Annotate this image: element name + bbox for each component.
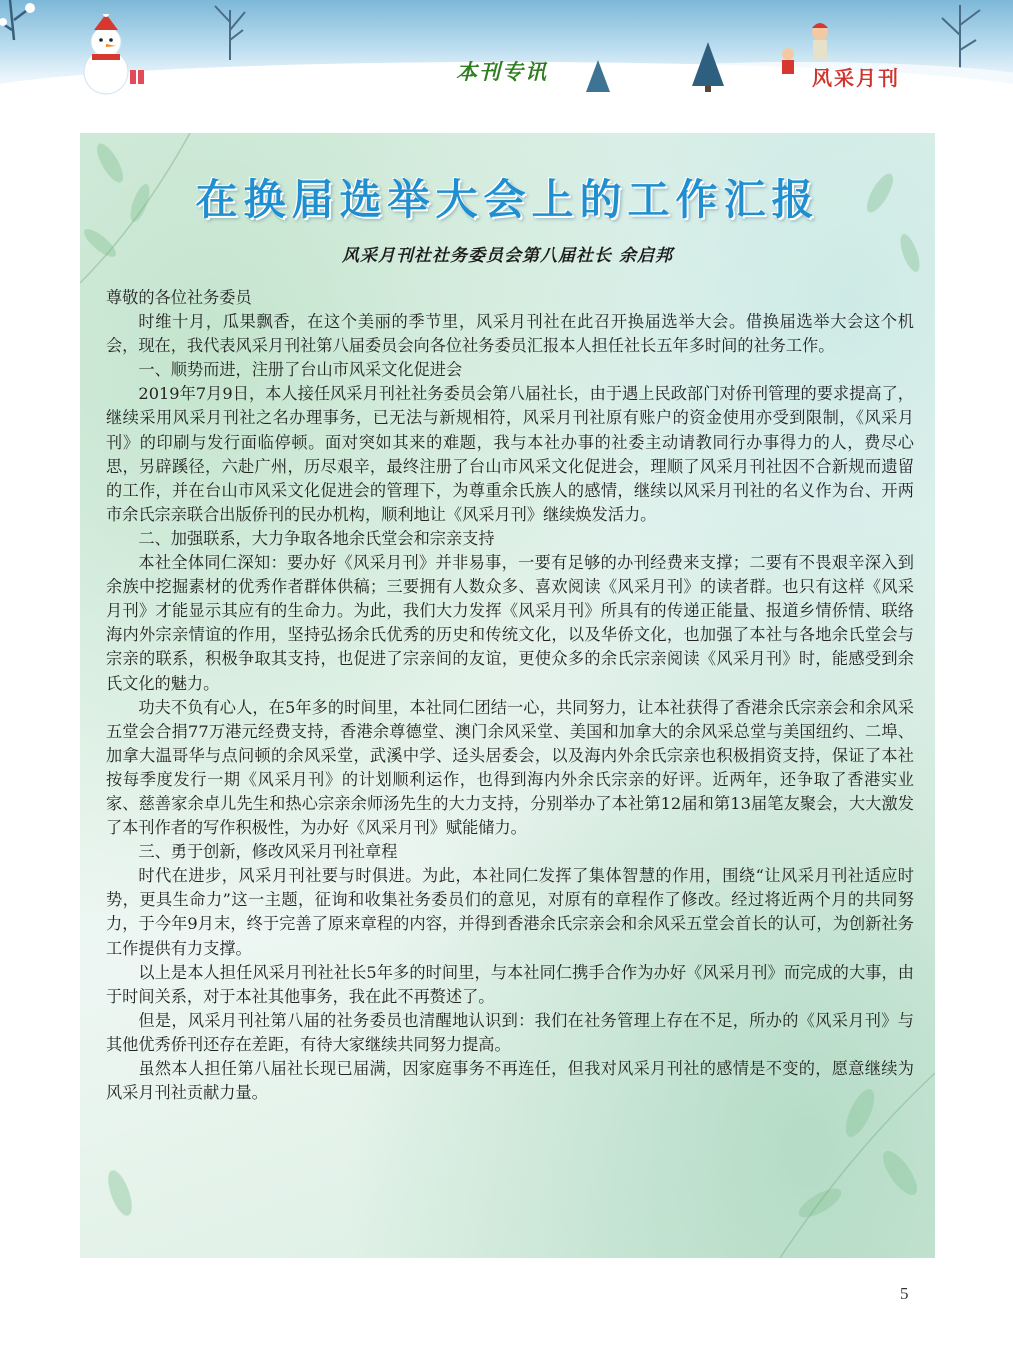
evergreen-tree-icon (585, 60, 611, 96)
snowy-tree-icon (0, 0, 80, 80)
section-heading: 二、加强联系，大力争取各地余氏堂会和宗亲支持 (138, 528, 495, 548)
bare-tree-icon (205, 0, 255, 60)
page-number: 5 (900, 1284, 909, 1303)
salutation: 尊敬的各位社务委员 (106, 288, 252, 307)
section-heading: 三、勇于创新，修改风采月刊社章程 (138, 842, 398, 862)
evergreen-tree-icon (690, 42, 726, 92)
paragraph: 时维十月，瓜果飘香，在这个美丽的季节里，风采月刊社在此召开换届选举大会。借换届选举大会这个机会，现在，我代表风采月刊社第八届委员会向各位社务委员汇报本人担任社长五年多时间的社务工作。 (106, 312, 914, 356)
paragraph: 以上是本人担任风采月刊社社长5年多的时间里，与本社同仁携手合作为办好《风采月刊》而完成的大事，由于时间关系，对于本社其他事务，我在此不再赘述了。 (106, 962, 914, 1006)
paragraph: 2019年7月9日，本人接任风采月刊社社务委员会第八届社长，由于遇上民政部门对侨刊管理的要求提高了，继续采用风采月刊社之名办理事务，已无法与新规相符，风采月刊社原有账户的资金使用亦受到限制，《风采月刊》的印刷与发行面临停顿。面对突如其来的难题，我与本社办事的社委主动请教同行办事得力的人，费尽心思，另辟蹊径，六赴广州，历尽艰辛，最终注册了台山市风采文化促进会，理顺了风采月刊社因不合新规而遗留的工作，并在台山市风采文化促进会的管理下，为尊重余氏族人的感情，继续以风采月刊社的名义作为台、开两市余氏宗亲联合出版侨刊的民办机构，顺利地让《风采月刊》继续焕发活力。 (106, 384, 914, 524)
section-label: 本刊专讯 (456, 59, 548, 84)
article-body (106, 286, 914, 1105)
article-byline: 风采月刊社社务委员会第八届社长 余启邦 (342, 246, 673, 266)
paragraph: 但是，风采月刊社第八届的社务委员也清醒地认识到：我们在社务管理上存在不足，所办的《风采月刊》与其他优秀侨刊还存在差距，有待大家继续共同努力提高。 (106, 1010, 914, 1054)
paragraph: 功夫不负有心人，在5年多的时间里，本社同仁团结一心，共同努力，让本社获得了香港余氏宗亲会和余风采五堂会合捐77万港元经费支持，香港余尊德堂、澳门余风采堂、美国和加拿大的余风采总堂与美国纽约、二埠、加拿大温哥华与点问顿的余风采堂，武溪中学、迳头居委会，以及海内外余氏宗亲也积极捐资支持，保证了本社按每季度发行一期《风采月刊》的计划顺利运作，也得到海内外余氏宗亲的好评。近两年，还争取了香港实业家、慈善家余卓儿先生和热心宗亲余师汤先生的大力支持，分别举办了本社第12届和第13届笔友聚会，大大激发了本刊作者的写作积极性，为办好《风采月刊》赋能储力。 (106, 697, 914, 838)
paragraph: 时代在进步，风采月刊社要与时俱进。为此，本社同仁发挥了集体智慧的作用，围绕“让风采月刊社适应时势，更具生命力”这一主题，征询和收集社务委员们的意见，对原有的章程作了修改。经过将近两个月的共同努力，于今年9月末，终于完善了原来章程的内容，并得到香港余氏宗亲会和余风采五堂会首长的认可，为创新社务工作提供有力支撑。 (106, 866, 914, 958)
article-panel (80, 133, 935, 1258)
paragraph: 虽然本人担任第八届社长现已届满，因家庭事务不再连任，但我对风采月刊社的感情是不变的，愿意继续为风采月刊社贡献力量。 (106, 1059, 914, 1103)
paragraph: 本社全体同仁深知：要办好《风采月刊》并非易事，一要有足够的办刊经费来支撑；二要有不畏艰辛深入到余族中挖掘素材的优秀作者群体供稿；三要拥有人数众多、喜欢阅读《风采月刊》的读者群。也只有这样《风采月刊》才能显示其应有的生命力。为此，我们大力发挥《风采月刊》所具有的传递正能量、报道乡情侨情、联络海内外宗亲情谊的作用，坚持弘扬余氏优秀的历史和传统文化，以及华侨文化，也加强了本社与各地余氏堂会与宗亲的联系，积极争取其支持，也促进了宗亲间的友谊，更使众多的余氏宗亲阅读《风采月刊》时，能感受到余氏文化的魅力。 (106, 553, 914, 693)
magazine-brand: 风采月刊 (812, 66, 900, 90)
section-heading: 一、顺势而进，注册了台山市风采文化促进会 (138, 360, 463, 380)
article-title: 在换届选举大会上的工作汇报 (195, 175, 820, 224)
snowman-icon (70, 14, 150, 96)
bare-tree-icon (930, 0, 990, 70)
header-banner (0, 0, 1013, 102)
